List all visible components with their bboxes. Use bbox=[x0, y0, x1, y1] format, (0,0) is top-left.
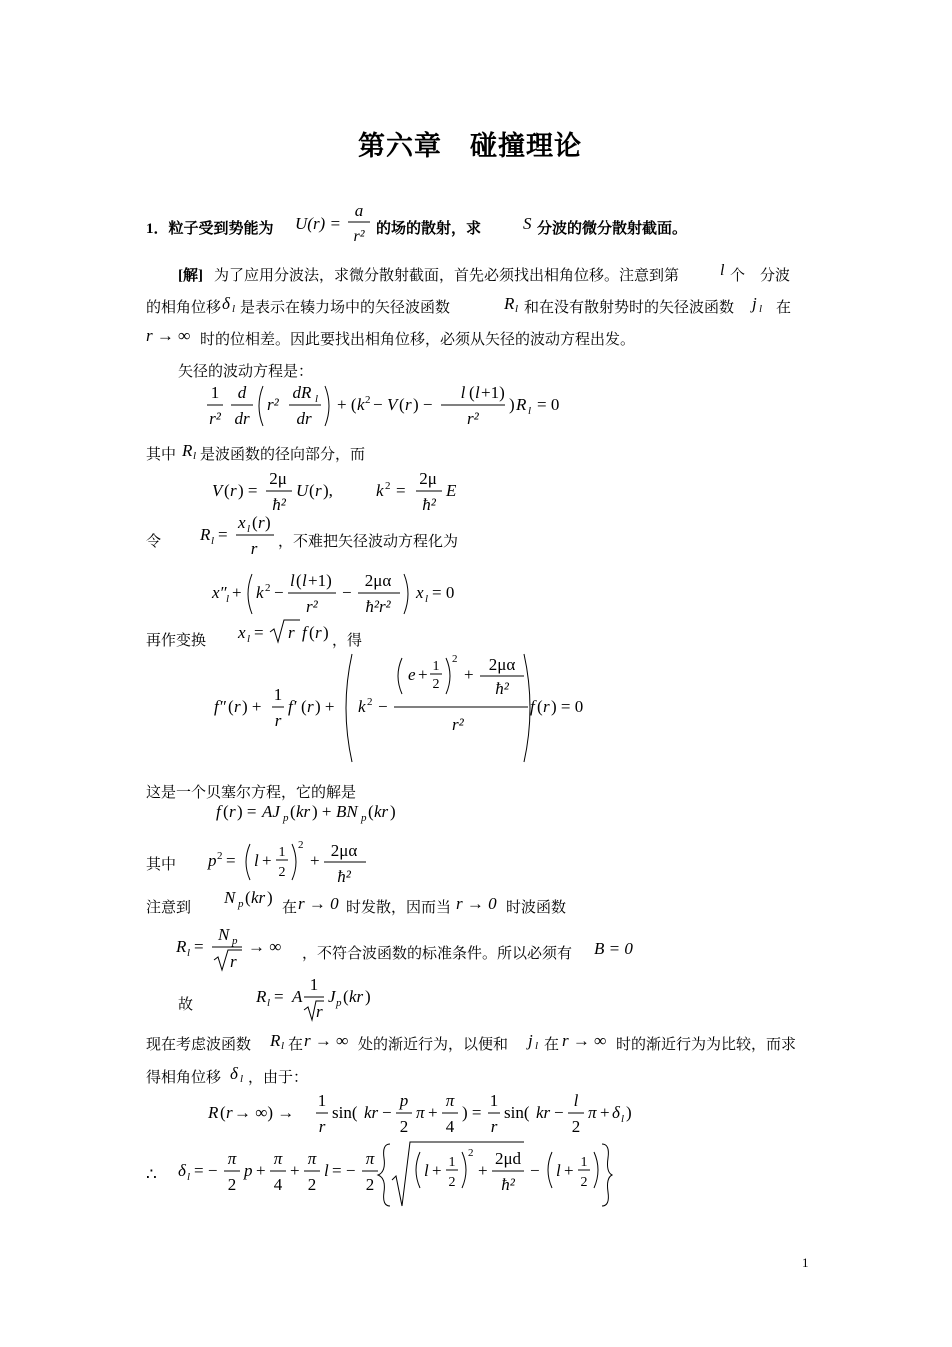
svg-text:AJ: AJ bbox=[262, 802, 280, 821]
svg-text:N: N bbox=[224, 888, 236, 907]
solution-line2b: 是表示在辏力场中的矢径波函数 bbox=[240, 300, 451, 316]
svg-text:r: r bbox=[315, 623, 322, 642]
svg-text:r: r bbox=[316, 1002, 323, 1021]
svg-text:l: l bbox=[290, 571, 295, 590]
svg-text:l: l bbox=[324, 1161, 329, 1180]
svg-text:p: p bbox=[399, 1091, 409, 1110]
svg-text:(: ( bbox=[309, 481, 315, 500]
svg-text:δ: δ bbox=[178, 1161, 186, 1180]
j-symbol: j bbox=[752, 294, 757, 313]
svg-text:r: r bbox=[318, 1117, 326, 1136]
svg-text:r: r bbox=[230, 481, 237, 500]
svg-text:= 0: = 0 bbox=[432, 583, 455, 602]
equation-asymptotic bbox=[206, 1086, 646, 1142]
svg-text:1: 1 bbox=[448, 1155, 456, 1170]
svg-text:x″: x″ bbox=[212, 583, 227, 602]
svg-text:1: 1 bbox=[273, 685, 283, 704]
svg-text:(: ( bbox=[245, 888, 251, 907]
svg-text:= 0: = 0 bbox=[537, 395, 560, 414]
svg-text:+: + bbox=[290, 1161, 300, 1180]
solution-line1-end: 个 分波 bbox=[730, 268, 791, 284]
svg-text:kr: kr bbox=[251, 888, 266, 907]
svg-text:l: l bbox=[460, 383, 466, 402]
svg-text:ħ²: ħ² bbox=[337, 867, 351, 886]
svg-text:(: ( bbox=[309, 623, 315, 642]
page-number: 1 bbox=[802, 1255, 809, 1270]
svg-text:1: 1 bbox=[580, 1155, 588, 1170]
svg-text:1: 1 bbox=[317, 1091, 327, 1110]
svg-text:r: r bbox=[543, 697, 550, 716]
svg-text:x: x bbox=[238, 513, 246, 532]
svg-text:+: + bbox=[478, 1161, 488, 1180]
svg-text:) +: ) + bbox=[312, 802, 332, 821]
svg-text:(: ( bbox=[469, 383, 475, 402]
bessel-text: 这是一个贝塞尔方程，它的解是 bbox=[146, 785, 357, 801]
now-j-sub: l bbox=[535, 1040, 539, 1052]
svg-text:+: + bbox=[310, 851, 320, 870]
svg-text:l: l bbox=[621, 1113, 625, 1125]
svg-text:l: l bbox=[267, 997, 271, 1009]
svg-text:): ) bbox=[626, 1103, 632, 1122]
svg-text:p: p bbox=[208, 851, 217, 870]
svg-text:+ (: + ( bbox=[337, 395, 357, 414]
svg-text:U: U bbox=[296, 481, 309, 500]
page-title: 第六章 碰撞理论 bbox=[358, 131, 582, 162]
svg-text:kr: kr bbox=[364, 1103, 379, 1122]
svg-text:2: 2 bbox=[367, 696, 373, 708]
svg-text:+: + bbox=[432, 1161, 442, 1180]
svg-text:ħ²: ħ² bbox=[495, 679, 509, 698]
frac-num: a bbox=[354, 201, 364, 220]
note2-a: ，不符合波函数的标准条件。所以必须有 bbox=[302, 946, 573, 962]
note-c: 时发散，因而当 bbox=[346, 900, 452, 916]
note-r-to-0-b: r → 0 bbox=[456, 894, 497, 913]
svg-text:π: π bbox=[588, 1103, 597, 1122]
equation-bessel-form bbox=[212, 650, 602, 768]
svg-text:+1): +1) bbox=[481, 383, 505, 402]
svg-text:π: π bbox=[273, 1149, 283, 1168]
svg-text:+: + bbox=[428, 1103, 438, 1122]
svg-text:): ) bbox=[365, 987, 371, 1006]
r-to-infinity: r → ∞ bbox=[146, 326, 191, 345]
svg-text:r: r bbox=[405, 395, 412, 414]
svg-text:) =: ) = bbox=[237, 802, 257, 821]
equation-Rl-final bbox=[254, 970, 404, 1026]
svg-text:(: ( bbox=[223, 802, 229, 821]
svg-text:l: l bbox=[556, 1161, 561, 1180]
svg-text:sin(: sin( bbox=[504, 1103, 530, 1122]
svg-text:l: l bbox=[254, 851, 259, 870]
svg-text:2: 2 bbox=[217, 850, 223, 862]
let-word: 令 bbox=[146, 534, 162, 550]
solution-line3: 时的位相差。因此要找出相角位移，必须从矢径的波动方程出发。 bbox=[200, 332, 636, 348]
svg-text:p: p bbox=[283, 812, 289, 824]
svg-text:l: l bbox=[315, 393, 319, 405]
svg-text:p: p bbox=[232, 935, 238, 947]
svg-text:N: N bbox=[218, 925, 230, 944]
R-symbol: R bbox=[504, 294, 515, 313]
svg-text:kr: kr bbox=[536, 1103, 551, 1122]
svg-text:): ) bbox=[267, 888, 273, 907]
svg-text:−: − bbox=[373, 395, 383, 414]
now-d: 在 bbox=[544, 1037, 560, 1053]
svg-text:π: π bbox=[416, 1103, 425, 1122]
svg-text:ħ²: ħ² bbox=[422, 495, 436, 514]
svg-text:A: A bbox=[292, 987, 303, 1006]
svg-text:2μ: 2μ bbox=[269, 469, 287, 488]
svg-text:=: = bbox=[274, 987, 284, 1006]
svg-text:2μd: 2μd bbox=[494, 1149, 522, 1168]
svg-text:f′: f′ bbox=[288, 697, 297, 716]
svg-text:l: l bbox=[247, 633, 251, 645]
svg-text:): ) bbox=[509, 395, 515, 414]
svg-text:2: 2 bbox=[307, 1175, 317, 1194]
svg-text:(: ( bbox=[290, 802, 296, 821]
therefore-word: 故 bbox=[178, 997, 194, 1013]
svg-text:2μα: 2μα bbox=[330, 841, 358, 860]
R-subscript: l bbox=[515, 303, 519, 315]
svg-text:) =: ) = bbox=[462, 1103, 482, 1122]
svg-text:−: − bbox=[342, 583, 352, 602]
note2-B: B = 0 bbox=[594, 939, 633, 958]
svg-text:+: + bbox=[232, 583, 242, 602]
svg-text:l: l bbox=[187, 1171, 191, 1183]
svg-text:d: d bbox=[237, 383, 247, 402]
svg-text:r: r bbox=[226, 1103, 233, 1122]
svg-text:1: 1 bbox=[210, 383, 220, 402]
note-b: 在 bbox=[282, 900, 298, 916]
svg-text:R: R bbox=[256, 987, 267, 1006]
now-a: 现在考虑波函数 bbox=[146, 1037, 252, 1053]
equation-bessel-solution bbox=[214, 797, 434, 827]
now-r-inf-b: r → ∞ bbox=[562, 1031, 607, 1050]
svg-text:k: k bbox=[256, 583, 264, 602]
svg-text:4: 4 bbox=[445, 1117, 455, 1136]
svg-text:r: r bbox=[288, 623, 295, 642]
transform-a: 再作变换 bbox=[146, 633, 207, 649]
svg-text:f: f bbox=[530, 697, 535, 716]
svg-text:dr: dr bbox=[234, 409, 250, 428]
svg-text:+: + bbox=[256, 1161, 266, 1180]
svg-text:1: 1 bbox=[278, 845, 286, 860]
solution-line1-l: l bbox=[720, 262, 725, 279]
svg-text:) = 0: ) = 0 bbox=[551, 697, 584, 716]
svg-text:e: e bbox=[408, 665, 416, 684]
svg-text:r: r bbox=[490, 1117, 498, 1136]
svg-text:2μα: 2μα bbox=[488, 655, 516, 674]
svg-text:2: 2 bbox=[365, 394, 371, 406]
radial-note-R-sub: l bbox=[193, 450, 197, 462]
svg-text:ħ²: ħ² bbox=[272, 495, 286, 514]
svg-text:(: ( bbox=[301, 697, 307, 716]
svg-text:= −: = − bbox=[194, 1161, 218, 1180]
svg-text:) −: ) − bbox=[413, 395, 433, 414]
svg-text:r²: r² bbox=[467, 409, 479, 428]
now-R: R bbox=[270, 1031, 281, 1050]
svg-text:=: = bbox=[194, 937, 204, 956]
svg-text:f: f bbox=[302, 623, 307, 642]
svg-text:dr: dr bbox=[296, 409, 312, 428]
delta-subscript: l bbox=[232, 303, 236, 315]
svg-text:r²: r² bbox=[209, 409, 221, 428]
svg-text:r: r bbox=[307, 697, 314, 716]
svg-text:l: l bbox=[475, 383, 480, 402]
svg-text:(: ( bbox=[224, 481, 230, 500]
svg-text:2: 2 bbox=[452, 653, 458, 665]
svg-text:(: ( bbox=[343, 987, 349, 1006]
svg-text:l: l bbox=[573, 1091, 579, 1110]
delta-symbol: δ bbox=[222, 294, 230, 313]
note-a: 注意到 bbox=[146, 900, 192, 916]
svg-text:k: k bbox=[358, 697, 366, 716]
svg-text:R: R bbox=[516, 395, 527, 414]
svg-text:l: l bbox=[528, 405, 532, 417]
svg-text:l: l bbox=[424, 1161, 429, 1180]
equation-Np bbox=[222, 883, 282, 913]
svg-text:R: R bbox=[208, 1103, 219, 1122]
note-r-to-0-a: r → 0 bbox=[298, 894, 339, 913]
svg-text:2: 2 bbox=[432, 677, 440, 692]
svg-text:−: − bbox=[378, 697, 388, 716]
svg-text:kr: kr bbox=[374, 802, 389, 821]
now-e: 时的渐近行为为比较，而求 bbox=[616, 1037, 797, 1053]
svg-text:): ) bbox=[390, 802, 396, 821]
svg-text:p: p bbox=[238, 898, 244, 910]
svg-text:π: π bbox=[445, 1091, 455, 1110]
svg-text:x: x bbox=[238, 623, 246, 642]
svg-text:(: ( bbox=[399, 395, 405, 414]
svg-text:1: 1 bbox=[432, 659, 440, 674]
transform-b: ，得 bbox=[332, 633, 363, 649]
svg-text:−: − bbox=[274, 583, 284, 602]
svg-text:→ ∞: → ∞ bbox=[248, 937, 282, 956]
svg-text:2: 2 bbox=[468, 1147, 474, 1159]
svg-text:V: V bbox=[212, 481, 223, 500]
svg-text:2: 2 bbox=[571, 1117, 581, 1136]
svg-text:r: r bbox=[315, 481, 322, 500]
note-d: 时波函数 bbox=[506, 900, 567, 916]
now2-delta-sub: l bbox=[240, 1073, 244, 1085]
svg-text:2μ: 2μ bbox=[419, 469, 437, 488]
svg-text:sin(: sin( bbox=[332, 1103, 358, 1122]
svg-text:r: r bbox=[258, 513, 265, 532]
svg-text:l: l bbox=[211, 535, 215, 547]
svg-text:2: 2 bbox=[278, 865, 286, 880]
svg-text:) +: ) + bbox=[242, 697, 262, 716]
svg-text:),: ), bbox=[323, 481, 333, 500]
svg-text:R: R bbox=[200, 525, 211, 544]
svg-text:x: x bbox=[416, 583, 424, 602]
svg-text:r: r bbox=[234, 697, 241, 716]
now-r-inf-a: r → ∞ bbox=[304, 1031, 349, 1050]
svg-text:1: 1 bbox=[309, 975, 319, 994]
svg-text:+: + bbox=[262, 851, 272, 870]
svg-text:2: 2 bbox=[227, 1175, 237, 1194]
solution-line2c: 和在没有散射势时的矢径波函数 bbox=[524, 300, 735, 316]
svg-text:π: π bbox=[227, 1149, 237, 1168]
svg-text:2: 2 bbox=[298, 839, 304, 851]
therefore-symbol: ∴ bbox=[146, 1165, 157, 1184]
svg-text:E: E bbox=[446, 481, 457, 500]
equation-let bbox=[198, 508, 288, 564]
svg-text:(: ( bbox=[296, 571, 302, 590]
now2-a: 得相角位移 bbox=[146, 1070, 222, 1086]
svg-text:=: = bbox=[218, 525, 228, 544]
svg-text:l: l bbox=[226, 593, 230, 605]
svg-text:2μα: 2μα bbox=[364, 571, 392, 590]
svg-text:=: = bbox=[396, 481, 406, 500]
svg-text:1: 1 bbox=[489, 1091, 499, 1110]
svg-text:π: π bbox=[365, 1149, 375, 1168]
svg-text:l: l bbox=[302, 571, 307, 590]
svg-text:r: r bbox=[230, 952, 237, 971]
svg-text:4: 4 bbox=[273, 1175, 283, 1194]
svg-text:+: + bbox=[418, 665, 428, 684]
svg-text:+: + bbox=[464, 665, 474, 684]
svg-text:2: 2 bbox=[385, 480, 391, 492]
equation-xl bbox=[210, 566, 470, 622]
now-b: 在 bbox=[288, 1037, 304, 1053]
problem-U: U(r) = bbox=[295, 214, 341, 233]
radial-note-R: R bbox=[182, 441, 193, 460]
solution-tag: [解] bbox=[178, 268, 203, 284]
frac-den: r² bbox=[353, 228, 365, 245]
svg-text:δ: δ bbox=[612, 1103, 620, 1122]
svg-text:p: p bbox=[336, 997, 342, 1009]
svg-text:ħ²: ħ² bbox=[501, 1175, 515, 1194]
svg-text:p: p bbox=[244, 1161, 253, 1180]
svg-text:2: 2 bbox=[580, 1175, 588, 1190]
svg-text:kr: kr bbox=[349, 987, 364, 1006]
svg-text:2: 2 bbox=[265, 582, 271, 594]
solution-line2d: 在 bbox=[776, 300, 792, 316]
solution-line1: 为了应用分波法，求微分散射截面，首先必须找出相角位移。注意到第 bbox=[214, 268, 680, 284]
svg-text:l: l bbox=[247, 523, 251, 535]
svg-text:r: r bbox=[229, 802, 236, 821]
svg-text:p: p bbox=[361, 812, 367, 824]
svg-text:J: J bbox=[328, 987, 336, 1006]
svg-text:(: ( bbox=[252, 513, 258, 532]
svg-text:=: = bbox=[254, 623, 264, 642]
svg-text:kr: kr bbox=[296, 802, 311, 821]
now-R-sub: l bbox=[281, 1040, 285, 1052]
svg-text:ħ²r²: ħ²r² bbox=[365, 597, 391, 616]
svg-text:r: r bbox=[250, 539, 258, 558]
svg-text:f: f bbox=[216, 802, 221, 821]
svg-text:R: R bbox=[176, 937, 187, 956]
solution-line2a: 的相角位移 bbox=[146, 300, 222, 316]
radial-note-b: 是波函数的径向部分，而 bbox=[200, 447, 366, 463]
svg-text:r: r bbox=[274, 711, 282, 730]
svg-text:(: ( bbox=[228, 697, 234, 716]
svg-text:): ) bbox=[323, 623, 329, 642]
equation-Rl-Np bbox=[174, 920, 314, 976]
where-word: 其中 bbox=[146, 857, 177, 873]
svg-text:+: + bbox=[600, 1103, 610, 1122]
svg-text:(: ( bbox=[537, 697, 543, 716]
svg-text:V: V bbox=[387, 395, 398, 414]
now2-delta: δ bbox=[230, 1064, 238, 1083]
svg-text:r²: r² bbox=[452, 715, 464, 734]
svg-text:) +: ) + bbox=[315, 697, 335, 716]
svg-text:−: − bbox=[554, 1103, 564, 1122]
problem-suffix1: 的场的散射，求 bbox=[376, 221, 482, 237]
svg-text:k: k bbox=[357, 395, 365, 414]
radial-intro: 矢径的波动方程是： bbox=[178, 364, 314, 380]
j-subscript: l bbox=[759, 303, 763, 315]
problem-fraction bbox=[346, 196, 372, 248]
now2-b: ，由于： bbox=[248, 1070, 309, 1086]
problem-S: S bbox=[523, 214, 532, 233]
svg-text:): ) bbox=[265, 513, 271, 532]
svg-text:2: 2 bbox=[448, 1175, 456, 1190]
svg-text:BN: BN bbox=[336, 802, 358, 821]
svg-text:+1): +1) bbox=[308, 571, 332, 590]
svg-text:−: − bbox=[382, 1103, 392, 1122]
svg-text:−: − bbox=[530, 1161, 540, 1180]
problem-suffix2: 分波的微分散射截面。 bbox=[537, 221, 688, 237]
svg-text:2: 2 bbox=[399, 1117, 409, 1136]
svg-text:dR: dR bbox=[292, 383, 312, 402]
svg-text:+: + bbox=[564, 1161, 574, 1180]
svg-text:→ ∞) →: → ∞) → bbox=[234, 1103, 295, 1122]
svg-text:l: l bbox=[425, 593, 429, 605]
radial-note-a: 其中 bbox=[146, 447, 177, 463]
svg-text:2: 2 bbox=[365, 1175, 375, 1194]
svg-text:(: ( bbox=[368, 802, 374, 821]
svg-text:π: π bbox=[307, 1149, 317, 1168]
now-c: 处的渐近行为，以便和 bbox=[358, 1037, 509, 1053]
equation-radial bbox=[205, 378, 565, 434]
svg-text:(: ( bbox=[220, 1103, 226, 1122]
now-j: j bbox=[528, 1031, 533, 1050]
svg-text:l: l bbox=[187, 947, 191, 959]
svg-text:k: k bbox=[376, 481, 384, 500]
equation-delta-final bbox=[174, 1138, 614, 1212]
svg-text:r²: r² bbox=[306, 597, 318, 616]
svg-text:= −: = − bbox=[332, 1161, 356, 1180]
problem-prefix: 1．粒子受到势能为 bbox=[146, 221, 274, 237]
svg-text:r²: r² bbox=[267, 395, 279, 414]
svg-text:f″: f″ bbox=[214, 697, 226, 716]
let-after: ，不难把矢径波动方程化为 bbox=[278, 534, 459, 550]
svg-text:=: = bbox=[226, 851, 236, 870]
svg-text:) =: ) = bbox=[238, 481, 258, 500]
